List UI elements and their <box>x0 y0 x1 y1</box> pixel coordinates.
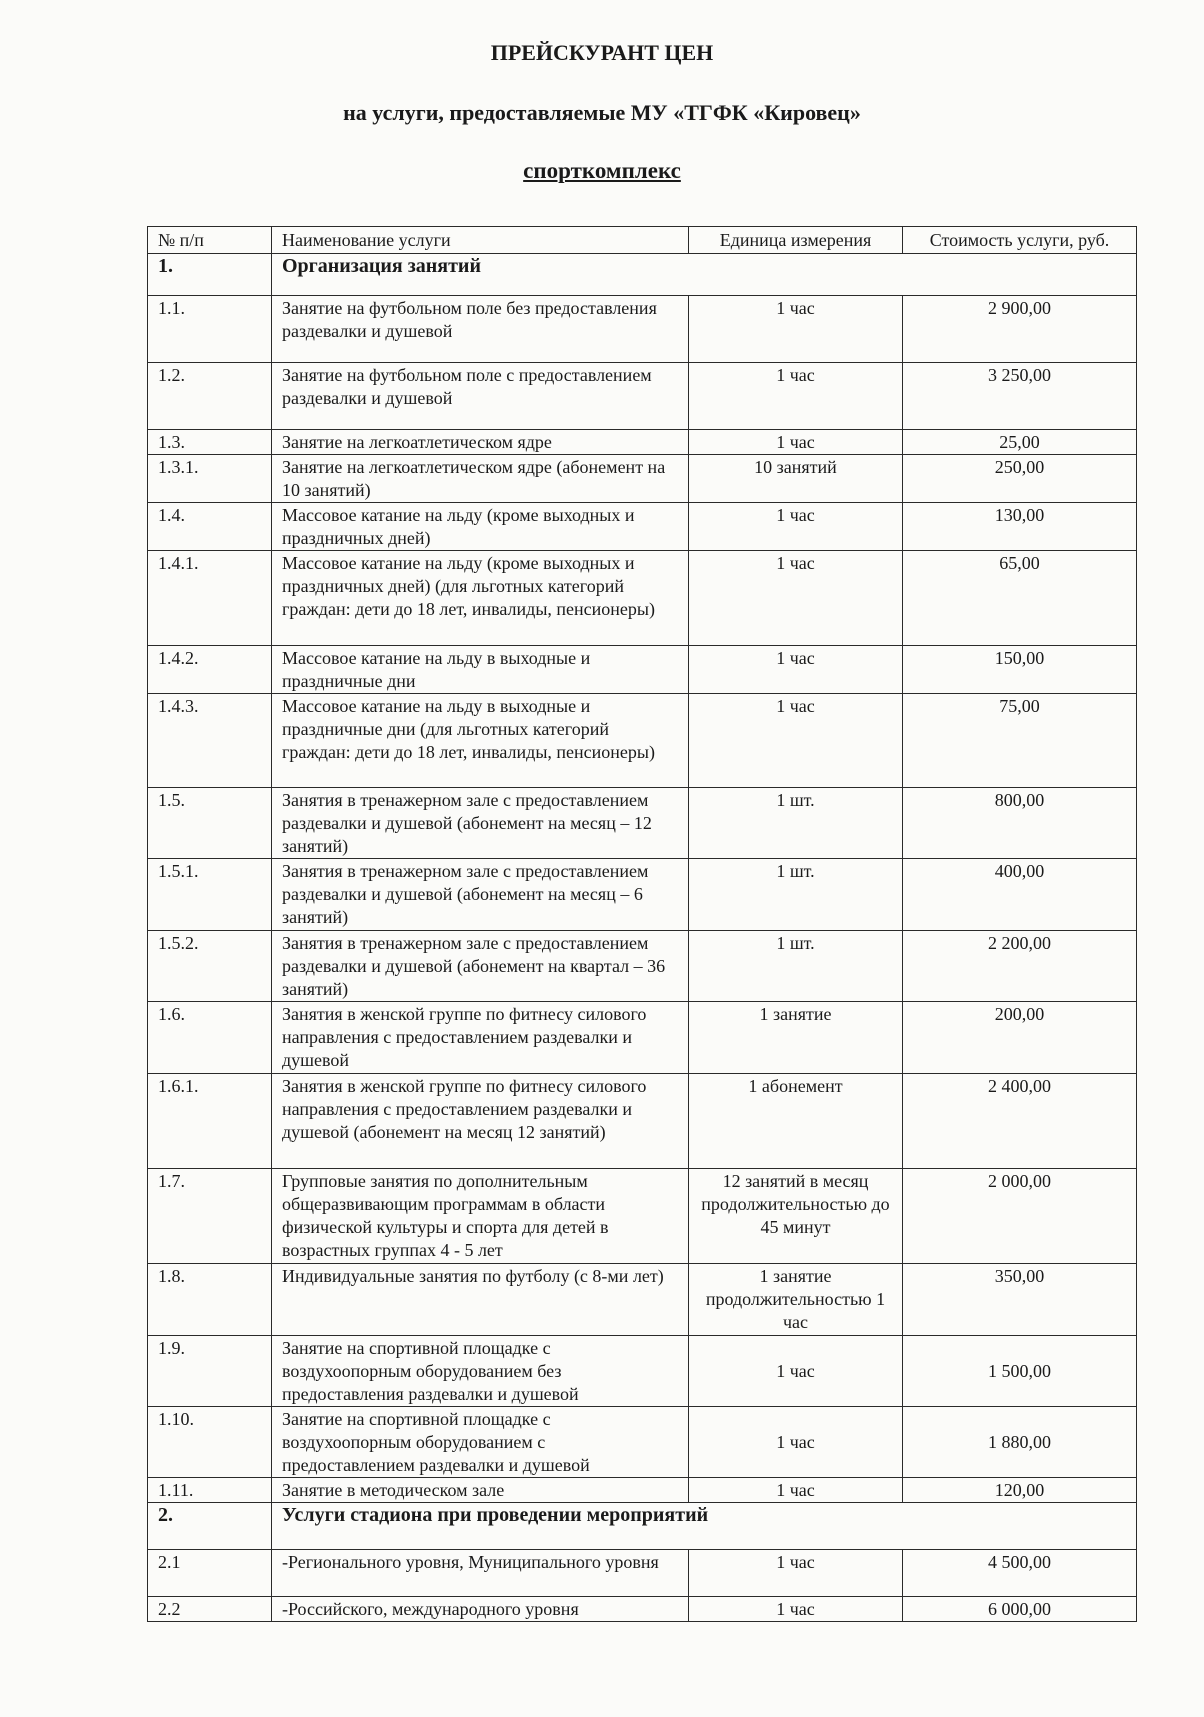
section-number: 2. <box>148 1503 272 1550</box>
row-number: 1.5.2. <box>148 931 272 1002</box>
row-service: Массовое катание на льду в выходные и праздничные дни <box>272 646 689 694</box>
row-number: 1.11. <box>148 1478 272 1503</box>
table-row <box>148 1550 1137 1597</box>
row-price: 65,00 <box>903 551 1137 646</box>
table-row <box>148 1002 1137 1074</box>
row-service: Занятия в тренажерном зале с предоставлением раздевалки и душевой (абонемент на месяц – 12 занятий) <box>272 788 689 859</box>
table-row <box>148 503 1137 551</box>
table-row <box>148 694 1137 788</box>
table-row <box>148 1074 1137 1169</box>
section-title: Услуги стадиона при проведении мероприятий <box>272 1503 1137 1550</box>
row-number: 1.4. <box>148 503 272 551</box>
table-row <box>148 1407 1137 1478</box>
row-service: Занятие на футбольном поле с предоставлением раздевалки и душевой <box>272 363 689 430</box>
section-number: 1. <box>148 254 272 296</box>
row-number: 2.1 <box>148 1550 272 1597</box>
row-unit: 10 занятий <box>689 455 903 503</box>
row-service: Занятие на спортивной площадке с воздухоопорным оборудованием без предоставления раздевалки и душевой <box>272 1336 689 1407</box>
section-heading: спорткомплекс <box>523 158 681 183</box>
row-service: Занятия в женской группе по фитнесу силового направления с предоставлением раздевалки и душевой (абонемент на месяц 12 занятий) <box>272 1074 689 1169</box>
row-unit: 1 шт. <box>689 931 903 1002</box>
table-row <box>148 455 1137 503</box>
row-number: 1.4.3. <box>148 694 272 788</box>
row-number: 1.3.1. <box>148 455 272 503</box>
price-table <box>147 226 1137 1622</box>
section-row-1 <box>148 254 1137 296</box>
table-row <box>148 1336 1137 1407</box>
table-row <box>148 363 1137 430</box>
row-unit: 1 занятие продолжительностью 1 час <box>689 1264 903 1336</box>
table-row <box>148 1264 1137 1336</box>
row-service: -Российского, международного уровня <box>272 1597 689 1622</box>
row-unit: 1 час <box>689 1478 903 1503</box>
row-price: 2 900,00 <box>903 296 1137 363</box>
row-unit: 1 час <box>689 296 903 363</box>
row-number: 1.10. <box>148 1407 272 1478</box>
row-unit: 1 час <box>689 551 903 646</box>
row-price: 200,00 <box>903 1002 1137 1074</box>
row-unit: 1 шт. <box>689 859 903 931</box>
row-unit: 1 час <box>689 430 903 455</box>
table-row <box>148 1478 1137 1503</box>
table-row <box>148 430 1137 455</box>
table-row <box>148 551 1137 646</box>
table-header-row <box>148 227 1137 254</box>
row-service: Занятие на легкоатлетическом ядре (абонемент на 10 занятий) <box>272 455 689 503</box>
row-price: 1 880,00 <box>903 1407 1137 1478</box>
row-price: 75,00 <box>903 694 1137 788</box>
row-price: 150,00 <box>903 646 1137 694</box>
row-unit: 1 час <box>689 1407 903 1478</box>
row-unit: 1 абонемент <box>689 1074 903 1169</box>
row-service: Занятия в женской группе по фитнесу силового направления с предоставлением раздевалки и душевой <box>272 1002 689 1074</box>
table-row <box>148 788 1137 859</box>
table-row <box>148 859 1137 931</box>
section-title: Организация занятий <box>272 254 1137 296</box>
row-service: Групповые занятия по дополнительным общеразвивающим программам в области физической культуры и спорта для детей в возрастных группах 4 - 5 лет <box>272 1169 689 1264</box>
row-number: 1.6.1. <box>148 1074 272 1169</box>
row-price: 400,00 <box>903 859 1137 931</box>
section-row-2 <box>148 1503 1137 1550</box>
table-row <box>148 1597 1137 1622</box>
row-unit: 1 час <box>689 1597 903 1622</box>
row-price: 130,00 <box>903 503 1137 551</box>
row-service: Занятия в тренажерном зале с предоставлением раздевалки и душевой (абонемент на месяц – 6 занятий) <box>272 859 689 931</box>
row-unit: 1 час <box>689 646 903 694</box>
row-service: Индивидуальные занятия по футболу (с 8-ми лет) <box>272 1264 689 1336</box>
row-number: 2.2 <box>148 1597 272 1622</box>
row-price: 120,00 <box>903 1478 1137 1503</box>
row-price: 4 500,00 <box>903 1550 1137 1597</box>
row-service: Занятие на спортивной площадке с воздухоопорным оборудованием с предоставлением раздевалки и душевой <box>272 1407 689 1478</box>
row-number: 1.5.1. <box>148 859 272 931</box>
row-service: Занятие на легкоатлетическом ядре <box>272 430 689 455</box>
row-price: 350,00 <box>903 1264 1137 1336</box>
row-unit: 1 час <box>689 694 903 788</box>
row-unit: 1 шт. <box>689 788 903 859</box>
column-header-price: Стоимость услуги, руб. <box>903 227 1137 254</box>
table-row <box>148 296 1137 363</box>
row-price: 800,00 <box>903 788 1137 859</box>
row-service: Массовое катание на льду (кроме выходных и праздничных дней) (для льготных категорий граждан: дети до 18 лет, инвалиды, пенсионеры) <box>272 551 689 646</box>
row-service: Занятия в тренажерном зале с предоставлением раздевалки и душевой (абонемент на квартал – 36 занятий) <box>272 931 689 1002</box>
row-number: 1.9. <box>148 1336 272 1407</box>
row-number: 1.6. <box>148 1002 272 1074</box>
table-row <box>148 646 1137 694</box>
row-service: Занятие на футбольном поле без предоставления раздевалки и душевой <box>272 296 689 363</box>
row-number: 1.2. <box>148 363 272 430</box>
row-price: 6 000,00 <box>903 1597 1137 1622</box>
row-price: 250,00 <box>903 455 1137 503</box>
row-service: Массовое катание на льду в выходные и праздничные дни (для льготных категорий граждан: дети до 18 лет, инвалиды, пенсионеры) <box>272 694 689 788</box>
column-header-unit: Единица измерения <box>689 227 903 254</box>
row-number: 1.3. <box>148 430 272 455</box>
row-number: 1.4.2. <box>148 646 272 694</box>
row-price: 3 250,00 <box>903 363 1137 430</box>
table-row <box>148 931 1137 1002</box>
column-header-number: № п/п <box>148 227 272 254</box>
column-header-service: Наименование услуги <box>272 227 689 254</box>
row-unit: 1 час <box>689 1550 903 1597</box>
row-number: 1.8. <box>148 1264 272 1336</box>
row-unit: 1 час <box>689 503 903 551</box>
row-unit: 1 занятие <box>689 1002 903 1074</box>
row-price: 1 500,00 <box>903 1336 1137 1407</box>
row-unit: 12 занятий в месяц продолжительностью до 45 минут <box>689 1169 903 1264</box>
row-number: 1.1. <box>148 296 272 363</box>
row-number: 1.5. <box>148 788 272 859</box>
row-price: 2 000,00 <box>903 1169 1137 1264</box>
row-service: Занятие в методическом зале <box>272 1478 689 1503</box>
row-price: 2 400,00 <box>903 1074 1137 1169</box>
row-unit: 1 час <box>689 363 903 430</box>
row-price: 2 200,00 <box>903 931 1137 1002</box>
document-subtitle: на услуги, предоставляемые МУ «ТГФК «Кировец» <box>343 100 861 125</box>
row-unit: 1 час <box>689 1336 903 1407</box>
row-price: 25,00 <box>903 430 1137 455</box>
row-service: Массовое катание на льду (кроме выходных и праздничных дней) <box>272 503 689 551</box>
document-title: ПРЕЙСКУРАНТ ЦЕН <box>490 40 714 65</box>
row-service: -Регионального уровня, Муниципального уровня <box>272 1550 689 1597</box>
table-row <box>148 1169 1137 1264</box>
row-number: 1.7. <box>148 1169 272 1264</box>
row-number: 1.4.1. <box>148 551 272 646</box>
